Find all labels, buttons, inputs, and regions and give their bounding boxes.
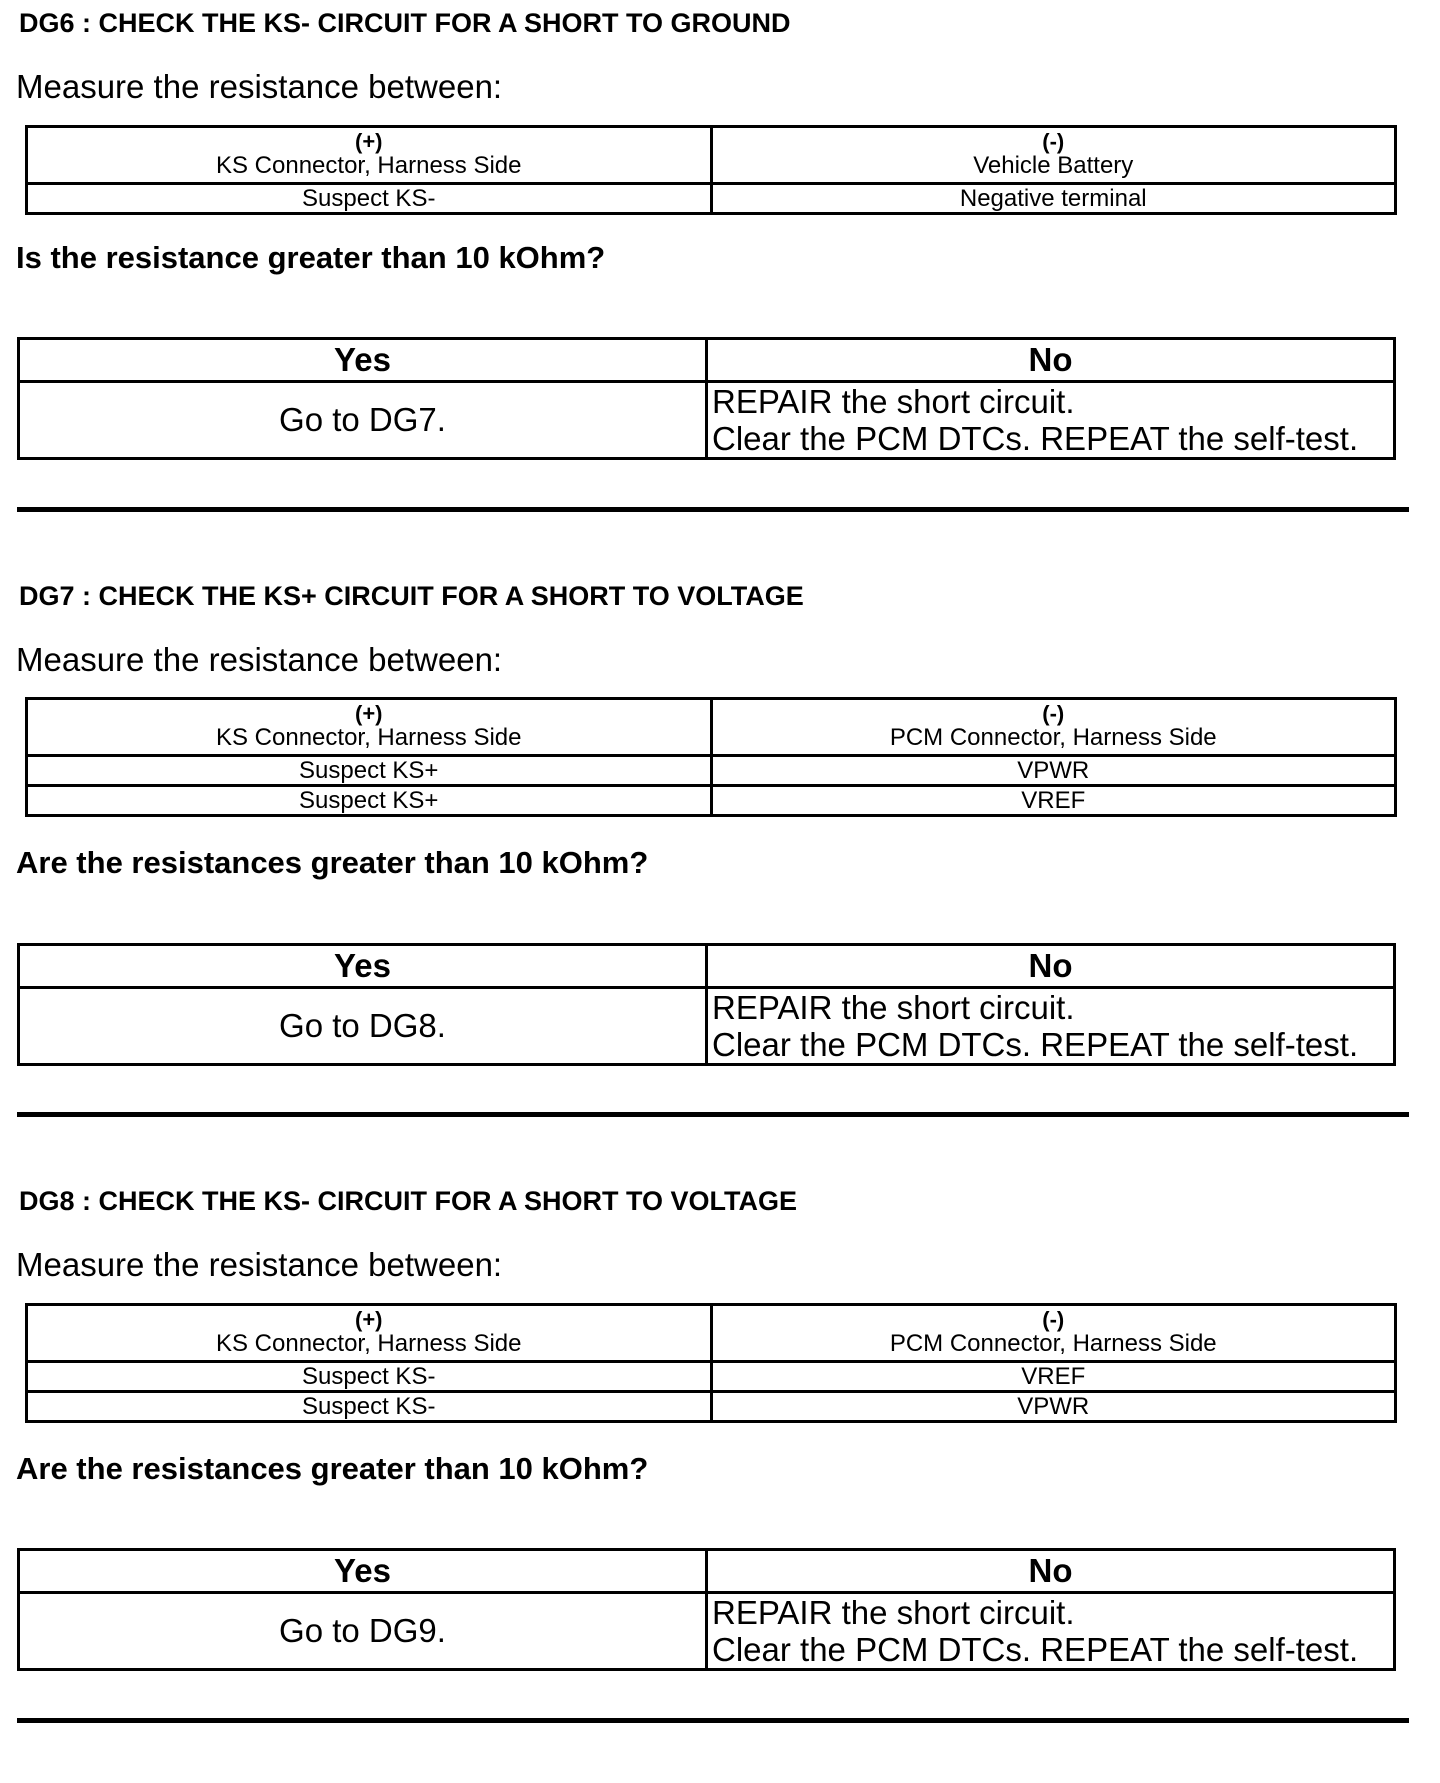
answer-table xyxy=(17,1548,1396,1671)
no-action xyxy=(707,382,1395,459)
no-header: No xyxy=(707,339,1395,382)
negative-point: VREF xyxy=(711,786,1396,816)
positive-point: Suspect KS- xyxy=(27,1392,712,1422)
positive-probe-header xyxy=(27,127,712,184)
measure-label: Measure the resistance between: xyxy=(16,68,503,105)
no-action-line: Clear the PCM DTCs. REPEAT the self-test. xyxy=(712,1631,1359,1668)
positive-location: KS Connector, Harness Side xyxy=(216,724,522,751)
measurement-table xyxy=(25,125,1397,215)
yes-action: Go to DG8. xyxy=(19,988,707,1065)
measurement-header-row xyxy=(27,127,1396,184)
question: Is the resistance greater than 10 kOhm? xyxy=(16,240,606,275)
positive-point: Suspect KS- xyxy=(27,1362,712,1392)
positive-sign: (+) xyxy=(355,1307,383,1332)
negative-location: Vehicle Battery xyxy=(973,152,1134,179)
step-dg7 xyxy=(0,573,1440,1178)
answer-header-row xyxy=(19,339,1395,382)
yes-header: Yes xyxy=(19,339,707,382)
step-title: DG8 : CHECK THE KS- CIRCUIT FOR A SHORT TO VOLTAGE xyxy=(19,1186,798,1216)
positive-point: Suspect KS+ xyxy=(27,756,712,786)
no-action-line: Clear the PCM DTCs. REPEAT the self-test. xyxy=(712,1026,1359,1063)
no-header: No xyxy=(707,945,1395,988)
measurement-table xyxy=(25,1303,1397,1423)
no-action xyxy=(707,988,1395,1065)
negative-point: VPWR xyxy=(711,756,1396,786)
measure-label: Measure the resistance between: xyxy=(16,641,503,678)
answer-action-row xyxy=(19,1593,1395,1670)
yes-action: Go to DG9. xyxy=(19,1593,707,1670)
answer-table xyxy=(17,337,1396,460)
negative-sign: (-) xyxy=(1042,129,1065,154)
positive-probe-header xyxy=(27,1305,712,1362)
yes-header: Yes xyxy=(19,945,707,988)
no-action-line: Clear the PCM DTCs. REPEAT the self-test. xyxy=(712,420,1359,457)
measurement-table xyxy=(25,697,1397,817)
no-action xyxy=(707,1593,1395,1670)
step-title: DG7 : CHECK THE KS+ CIRCUIT FOR A SHORT TO VOLTAGE xyxy=(19,581,804,611)
positive-point: Suspect KS- xyxy=(27,184,712,214)
answer-action-row xyxy=(19,382,1395,459)
measurement-row xyxy=(27,1392,1396,1422)
step-dg8 xyxy=(0,1178,1440,1783)
measurement-header-row xyxy=(27,699,1396,756)
yes-header: Yes xyxy=(19,1550,707,1593)
measurement-row xyxy=(27,786,1396,816)
negative-sign: (-) xyxy=(1042,701,1065,726)
question: Are the resistances greater than 10 kOhm? xyxy=(16,845,649,880)
measurement-header-row xyxy=(27,1305,1396,1362)
answer-action-row xyxy=(19,988,1395,1065)
measurement-row xyxy=(27,1362,1396,1392)
negative-location: PCM Connector, Harness Side xyxy=(889,1330,1217,1357)
measurement-row xyxy=(27,184,1396,214)
negative-probe-header xyxy=(711,1305,1396,1362)
question: Are the resistances greater than 10 kOhm? xyxy=(16,1451,649,1486)
step-dg6 xyxy=(0,0,1440,605)
section-divider xyxy=(17,1718,1409,1723)
negative-point: VPWR xyxy=(711,1392,1396,1422)
answer-header-row xyxy=(19,1550,1395,1593)
positive-probe-header xyxy=(27,699,712,756)
no-action-line: REPAIR the short circuit. xyxy=(712,383,1075,420)
step-title: DG6 : CHECK THE KS- CIRCUIT FOR A SHORT TO GROUND xyxy=(19,8,791,38)
no-header: No xyxy=(707,1550,1395,1593)
negative-point: Negative terminal xyxy=(711,184,1396,214)
yes-action: Go to DG7. xyxy=(19,382,707,459)
no-action-line: REPAIR the short circuit. xyxy=(712,1594,1075,1631)
positive-sign: (+) xyxy=(355,129,383,154)
section-divider xyxy=(17,1112,1409,1117)
negative-probe-header xyxy=(711,699,1396,756)
section-divider xyxy=(17,507,1409,512)
measurement-row xyxy=(27,756,1396,786)
negative-location: PCM Connector, Harness Side xyxy=(889,724,1217,751)
positive-sign: (+) xyxy=(355,701,383,726)
negative-probe-header xyxy=(711,127,1396,184)
negative-sign: (-) xyxy=(1042,1307,1065,1332)
negative-point: VREF xyxy=(711,1362,1396,1392)
no-action-line: REPAIR the short circuit. xyxy=(712,989,1075,1026)
positive-location: KS Connector, Harness Side xyxy=(216,152,522,179)
positive-point: Suspect KS+ xyxy=(27,786,712,816)
measure-label: Measure the resistance between: xyxy=(16,1246,503,1283)
answer-table xyxy=(17,943,1396,1066)
positive-location: KS Connector, Harness Side xyxy=(216,1330,522,1357)
answer-header-row xyxy=(19,945,1395,988)
